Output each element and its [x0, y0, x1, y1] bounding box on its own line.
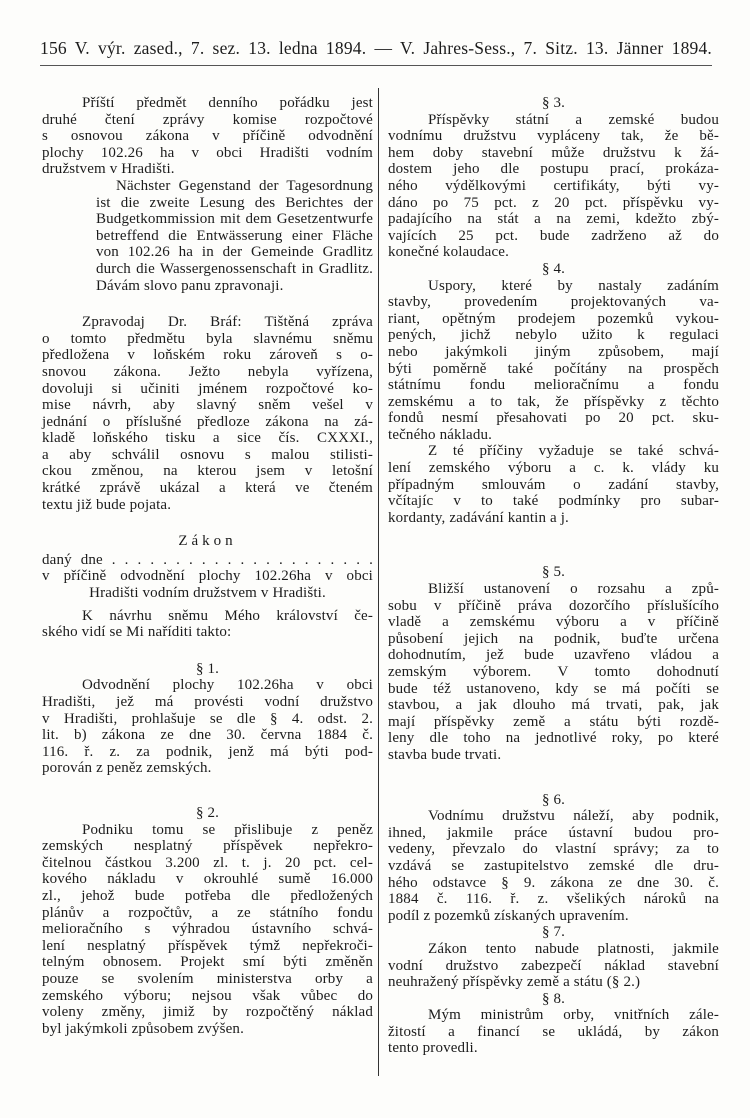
text-line: 116. ř. z. za podnik, jenž má býti pod- [42, 743, 373, 760]
text-line: lit. b) zákona ze dne 30. června 1884 č. [42, 727, 373, 744]
text-line: Zákon [178, 533, 237, 550]
text-line: stavba bude trvati. [388, 746, 502, 763]
text-line: tento provedli. [388, 1040, 478, 1057]
text-line: dovoluji si učiniti jménem rozpočtové ko- [42, 380, 373, 397]
text-line: družstvem v Hradišti. [42, 161, 175, 178]
section-heading [42, 805, 373, 822]
section-heading [388, 792, 719, 809]
text-line: v příčině odvodnění plochy 102.26ha v obci [42, 568, 373, 585]
text-line: durch die Wassergenossenschaft in Gradlitz. [96, 260, 373, 277]
text-line: dohodnutím, jež bude uzavřeno vládou a [388, 647, 719, 664]
para-block [388, 278, 719, 444]
text-line: státnímu fondu melioračnímu a fondu [388, 377, 719, 394]
text-line: von 102.26 ha in der Gemeinde Gradlitz [96, 244, 373, 261]
text-line: vodní družstvo zabezpečí náklad stavební [388, 957, 719, 974]
text-line: s osnovou zákona v příčině odvodnění [42, 128, 373, 145]
section-number: § 8. [541, 990, 566, 1007]
text-line: hého odstavce § 9. zákona ze dne 30. č. [388, 874, 719, 891]
text-line: fondů nesmí přesahovati po 20 pct. sku- [388, 410, 719, 427]
text-line: padajícího na stát a na zemi, kdežto zbý- [388, 211, 719, 228]
text-line: působení jejich na podnik, buďte určena [388, 630, 719, 647]
para-block [42, 677, 373, 777]
text-line: sobu v příčině práva dozorčího příslušícího [388, 597, 719, 614]
text-line: Dávám slovo panu zpravonaji. [96, 277, 284, 294]
text-line: 1884 č. 116. ř. z. všelikých nároků na [388, 891, 719, 908]
para-block [388, 808, 719, 924]
text-line: Nächster Gegenstand der Tagesordnung [116, 177, 373, 194]
text-line: kového nákladu v okrouhlé sumě 16.000 [42, 871, 373, 888]
text-line: Vodnímu družstvu náleží, aby podnik, [428, 808, 719, 825]
text-line: Příspěvky státní a zemské budou [428, 111, 719, 128]
text-line: Příští předmět denního pořádku jest [82, 95, 373, 111]
section-number: § 5. [541, 564, 566, 581]
text-line: lení nesplatný příspěvek týmž nepřekroči- [42, 937, 373, 954]
text-line: melioračního s výhradou ústavního schvá- [42, 921, 373, 938]
section-number: § 6. [541, 791, 566, 808]
para-block [42, 314, 373, 513]
text-line: býti poměrně také počítány na prospěch [388, 360, 719, 377]
text-line: Zákon tento nabude platnosti, jakmile [428, 940, 719, 957]
text-line: o tomto předmětu byla slavnému sněmu [42, 330, 373, 347]
text-line: pených, jichž nebylo užito k regulaci [388, 327, 719, 344]
text-line: bude též ustanoveno, kdy se má počíti se [388, 680, 719, 697]
section-heading [388, 95, 719, 112]
text-line: daný dne . . . . . . . . . . . . . . . . . . . . . [42, 551, 373, 568]
para-block [42, 822, 373, 1038]
text-line: zemskému a to tak, že příspěvky z těchto [388, 393, 719, 410]
text-line: leny dle toho na jednotlivé roky, po které [388, 730, 719, 747]
left-column [42, 95, 373, 1037]
text-line: čitelnou částkou 3.200 zl. t. j. 20 pct. cel- [42, 854, 373, 871]
para-block [388, 941, 719, 991]
text-line: zemským výborem. V tomto dohodnutí [388, 664, 719, 680]
text-line: podíl z pozemků získaných upravením. [388, 907, 629, 924]
para-block [42, 608, 373, 641]
text-line: krátké zprávě ukázal a která ve čteném [42, 480, 373, 497]
text-line: ského vidí se Mi naříditi takto: [42, 624, 232, 641]
law-title [42, 533, 373, 550]
header-rule [40, 65, 712, 66]
text-line: mise návrh, aby slavný sněm vešel v [42, 397, 373, 414]
text-line: lení zemského výboru a c. k. vlády ku [388, 460, 719, 477]
text-line: druhé čtení zprávy komise rozpočtové [42, 111, 373, 128]
text-line: Podniku tomu se přislibuje z peněz [82, 821, 373, 838]
text-line: ihned, jakmile práce ústavní budou pro- [388, 824, 719, 841]
section-heading [388, 991, 719, 1008]
text-line: kladě loňského tisku a sice čís. CXXXI., [42, 430, 373, 447]
text-line: snovou zákona. Ježto nebyla vyřízena, [42, 363, 373, 380]
text-line: stavby, provedením projektovaných va- [388, 294, 719, 311]
section-number: § 3. [541, 95, 566, 111]
para-block [42, 95, 373, 178]
text-line: případným smlouvám o zadání stavby, [388, 476, 719, 493]
text-line: textu již bude pojata. [42, 496, 172, 513]
section-heading [388, 924, 719, 941]
text-line: předložena v loňském roku zároveň s o- [42, 347, 373, 364]
section-number: § 2. [195, 804, 220, 821]
text-line: dostem jeho dle postupu prací, prokáza- [388, 161, 719, 178]
text-line: Mým ministrům orby, vnitřních zále- [428, 1007, 719, 1024]
text-line: telným obnosem. Projekt smí býti změněn [42, 954, 373, 971]
text-line: ckou změnou, na kterou jsem v letošní [42, 463, 373, 480]
section-number: § 4. [541, 260, 566, 277]
text-line: žitostí a financí se ukládá, by zákon [388, 1023, 719, 1040]
text-line: Zpravodaj Dr. Bráf: Tištěná zpráva [82, 314, 373, 331]
para-block [388, 112, 719, 261]
text-line: vzdává se zastupitelstvo zemské dle dru- [388, 857, 719, 874]
text-line: riant, opětným prodejem pozemků vykou- [388, 310, 719, 327]
text-line: pouze se svolením ministerstva orby a [42, 970, 373, 987]
text-line: vajících 25 pct. bude zadrženo až do [388, 227, 719, 244]
text-line: Hradišti vodním družstvem v Hradišti. [89, 585, 326, 602]
text-line: tečného nákladu. [388, 426, 493, 443]
text-line: plánův a rozpočtův, a ze státního fondu [42, 904, 373, 921]
text-line: Bližší ustanovení o rozsahu a způ- [428, 581, 719, 598]
section-heading [388, 261, 719, 278]
text-line: porován z peněz zemských. [42, 760, 212, 777]
text-line: plochy 102.26 ha v obci Hradišti vodním [42, 144, 373, 161]
german-block [42, 178, 373, 294]
text-line: voleny změny, jimiž by rozpočtěný náklad [42, 1004, 373, 1021]
preamble-block [42, 552, 373, 602]
section-number: § 7. [541, 924, 566, 941]
text-line: Uspory, které by nastaly zadáním [428, 277, 719, 294]
column-divider [378, 88, 379, 1076]
text-line: v Hradišti, prohlašuje se dle § 4. odst. 2. [42, 710, 373, 727]
text-line: vladě a zemskému výboru a v příčině [388, 614, 719, 631]
text-line: byl jakýmkoli způsobem zvýšen. [42, 1020, 244, 1037]
running-header: 156 V. výr. zased., 7. sez. 13. ledna 1894. — V. Jahres-Sess., 7. Sitz. 13. Jänner 1894. [40, 38, 712, 58]
text-line: nebo jakýmkoli jiným způsobem, mají [388, 343, 719, 360]
text-line: zemských nesplatný příspěvek nepřekro- [42, 838, 373, 855]
text-line: ného výdělkovými certifikáty, býti vy- [388, 177, 719, 194]
text-line: a aby schválil osnovu s malou stilisti- [42, 446, 373, 463]
para-block [388, 581, 719, 764]
text-line: dáno po 75 pct. z 20 pct. příspěvku vy- [388, 194, 719, 211]
section-heading [388, 564, 719, 581]
text-line: Odvodnění plochy 102.26ha v obci [82, 677, 373, 694]
text-line: vodnímu družstvu vypláceny tak, že bě- [388, 128, 719, 145]
text-line: včítajíc v to také podmínky pro subar- [388, 493, 719, 510]
text-line: neuhražený příspěvky země a státu (§ 2.) [388, 974, 641, 991]
text-line: K návrhu sněmu Mého království če- [82, 607, 373, 624]
text-line: konečné kolaudace. [388, 244, 509, 261]
text-line: Budgetkommission mit dem Gesetzentwurfe [96, 211, 373, 228]
text-line: vedeny, převzalo do vlastní správy; za to [388, 841, 719, 858]
text-line: hem doby stavební může družstvu k žá- [388, 144, 719, 161]
right-column [388, 95, 719, 1057]
text-line: Hradišti, jež má provésti vodní družstvo [42, 694, 373, 710]
text-line: mají příspěvky země a státu býti rozdě- [388, 713, 719, 730]
text-line: Z té příčiny vyžaduje se také schvá- [428, 443, 719, 460]
text-line: kordanty, zadávání kantin a j. [388, 509, 569, 526]
para-block [388, 1007, 719, 1057]
text-line: betreffend die Entwässerung einer Fläche [96, 227, 373, 244]
section-number: § 1. [195, 660, 220, 677]
text-line: zemského výboru; nejsou však vůbec do [42, 987, 373, 1004]
para-block [388, 443, 719, 526]
text-line: zl., jehož bude potřeba dle předložených [42, 887, 373, 904]
text-line: ist die zweite Lesung des Berichtes der [96, 194, 373, 211]
text-line: jednání o příslušné předloze zákona na zá- [42, 413, 373, 430]
text-line: stavbou, a jak dlouho má trvati, pak, jak [388, 697, 719, 714]
section-heading [42, 661, 373, 678]
